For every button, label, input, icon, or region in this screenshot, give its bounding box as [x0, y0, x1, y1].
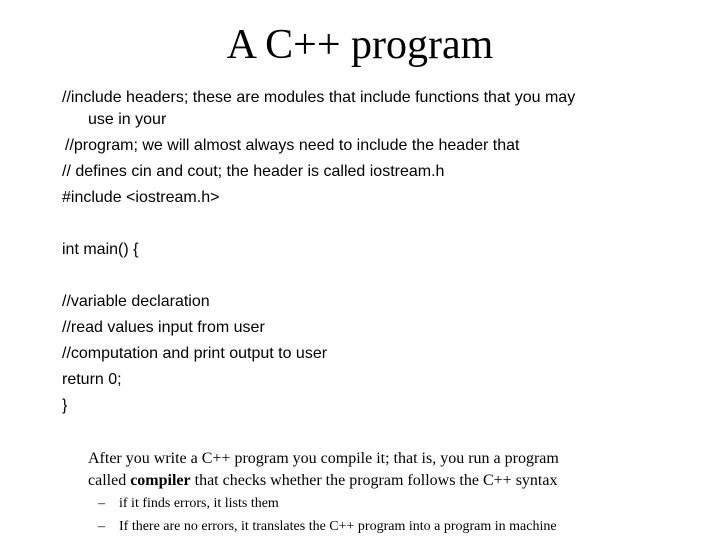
- dash-bullet-icon: –: [98, 519, 105, 534]
- bullet-text: if it finds errors, it lists them: [119, 496, 279, 511]
- code-line-include: #include <iostream.h>: [62, 189, 220, 206]
- compile-paragraph-line2-pre: called: [88, 472, 131, 489]
- bullet-item-errors: [98, 495, 279, 513]
- bullet-item-no-errors: [98, 518, 557, 536]
- dash-bullet-icon: –: [98, 496, 105, 511]
- compile-paragraph: [88, 448, 688, 492]
- compile-paragraph-line2-post: that checks whether the program follows the C++ syntax: [190, 472, 558, 489]
- compile-paragraph-line2: [88, 470, 688, 492]
- code-line-variable-declaration: //variable declaration: [62, 293, 210, 310]
- compile-paragraph-line1: After you write a C++ program you compile it; that is, you run a program: [88, 450, 559, 467]
- code-line-comment-program: //program; we will almost always need to include the header that: [65, 137, 520, 154]
- code-line-return: return 0;: [62, 371, 122, 388]
- code-line-main: int main() {: [62, 241, 139, 258]
- code-line-continuation: use in your: [88, 111, 167, 128]
- bullet-text: If there are no errors, it translates the C++ program into a program in machine: [119, 519, 557, 534]
- code-line-read-values: //read values input from user: [62, 319, 265, 336]
- code-line-comment-headers: //include headers; these are modules that include functions that you may: [62, 89, 576, 106]
- code-line-comment-cin-cout: // defines cin and cout; the header is called iostream.h: [62, 163, 445, 180]
- slide-title: A C++ program: [226, 22, 494, 68]
- code-line-closing-brace: }: [62, 397, 68, 414]
- code-line-computation: //computation and print output to user: [62, 345, 328, 362]
- compiler-term: compiler: [130, 472, 191, 489]
